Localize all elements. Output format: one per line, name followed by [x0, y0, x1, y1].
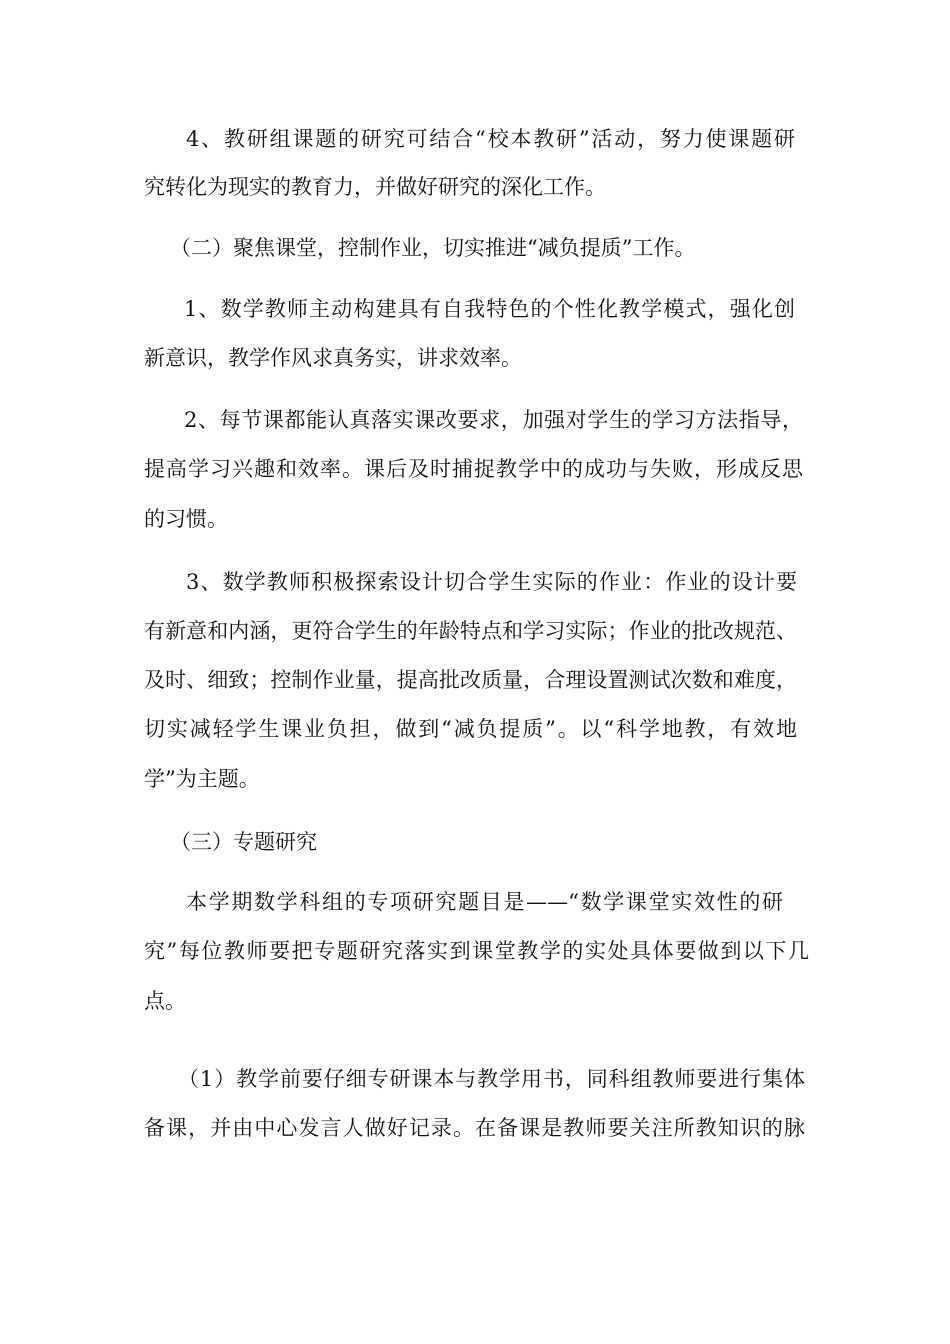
paragraph-4-line-1: 2、每节课都能认真落实课改要求，加强对学生的学习方法指导， — [184, 408, 803, 432]
paragraph-5-line-3: 及时、细致；控制作业量，提高批改质量，合理设置测试次数和难度， — [144, 668, 797, 692]
paragraph-4-line-3: 的习惯。 — [144, 507, 228, 531]
paragraph-5-line-5: 学”为主题。 — [144, 767, 260, 791]
paragraph-7-line-2: 究”每位教师要把专题研究落实到课堂教学的实处具体要做到以下几 — [144, 939, 809, 963]
paragraph-5-line-4: 切实减轻学生课业负担，做到“减负提质”。以“科学地教，有效地 — [144, 717, 797, 741]
paragraph-5-line-2: 有新意和内涵，更符合学生的年龄特点和学习实际；作业的批改规范、 — [144, 619, 797, 643]
paragraph-3-line-2: 新意识，教学作风求真务实，讲求效率。 — [144, 346, 522, 370]
paragraph-1-line-2: 究转化为现实的教育力，并做好研究的深化工作。 — [144, 175, 606, 199]
paragraph-8-line-2: 备课，并由中心发言人做好记录。在备课是教师要关注所教知识的脉 — [144, 1116, 805, 1140]
paragraph-8-line-1: （1）教学前要仔细专研课本与教学用书，同科组教师要进行集体 — [178, 1067, 805, 1091]
paragraph-7-line-1: 本学期数学科组的专项研究题目是——“数学课堂实效性的研 — [186, 890, 783, 914]
section-heading-3: （三）专题研究 — [170, 830, 317, 854]
paragraph-5-line-1: 3、数学教师积极探索设计切合学生实际的作业：作业的设计要 — [186, 570, 797, 594]
section-heading-2: （二）聚焦课堂，控制作业，切实推进“减负提质”工作。 — [170, 236, 696, 260]
paragraph-3-line-1: 1、数学教师主动构建具有自我特色的个性化教学模式，强化创 — [184, 297, 795, 321]
paragraph-1-line-1: 4、教研组课题的研究可结合“校本教研”活动，努力使课题研 — [186, 127, 795, 151]
paragraph-4-line-2: 提高学习兴趣和效率。课后及时捕捉教学中的成功与失败，形成反思 — [144, 457, 803, 481]
paragraph-7-line-3: 点。 — [144, 989, 186, 1013]
